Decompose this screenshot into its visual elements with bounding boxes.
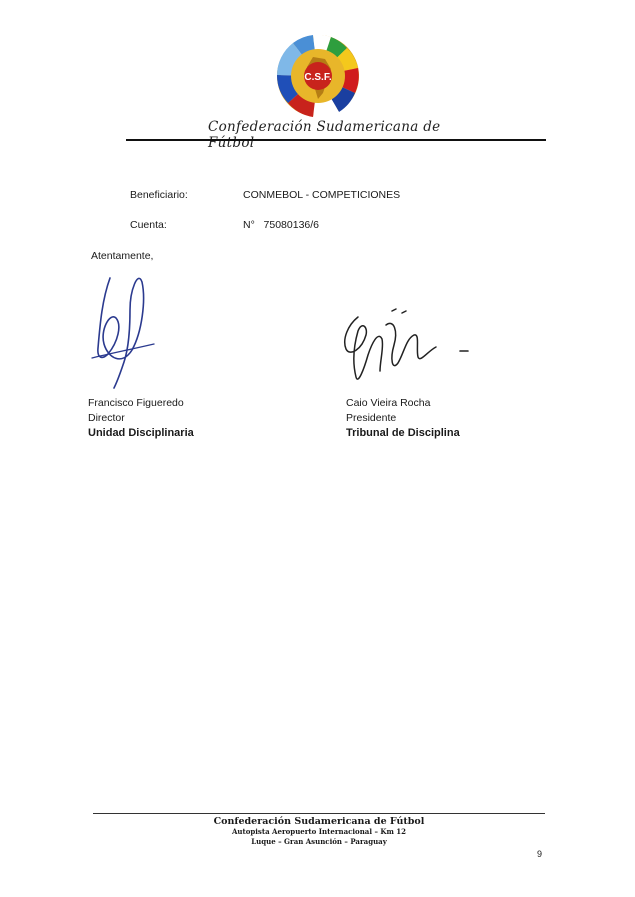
signer-name: Francisco Figueredo bbox=[88, 397, 184, 409]
signer-role: Director bbox=[88, 412, 125, 424]
closing-salutation: Atentamente, bbox=[91, 250, 154, 262]
signer-name: Caio Vieira Rocha bbox=[346, 397, 431, 409]
signer-role: Presidente bbox=[346, 412, 397, 424]
page-number: 9 bbox=[537, 849, 543, 859]
signature-figueredo bbox=[88, 270, 158, 390]
header-org-name: Confederación Sudamericana de Fútbol bbox=[208, 119, 441, 151]
csf-logo bbox=[273, 33, 363, 119]
footer-rule bbox=[93, 813, 545, 814]
signer-block-figueredo bbox=[88, 396, 194, 441]
account-label: Cuenta: bbox=[130, 219, 167, 231]
signer-unit: Unidad Disciplinaria bbox=[88, 427, 194, 439]
footer-address-line-1: Autopista Aeropuerto Internacional – Km 12 bbox=[231, 827, 407, 836]
signature-vieira-rocha bbox=[336, 305, 470, 390]
header-rule bbox=[126, 139, 546, 141]
signer-block-vieira-rocha bbox=[346, 396, 460, 441]
beneficiary-label: Beneficiario: bbox=[130, 189, 188, 201]
signer-unit: Tribunal de Disciplina bbox=[346, 427, 460, 439]
beneficiary-value: CONMEBOL - COMPETICIONES bbox=[243, 189, 401, 201]
account-value: N° 75080136/6 bbox=[243, 219, 320, 231]
footer bbox=[93, 816, 545, 847]
logo-text: C.S.F. bbox=[304, 72, 332, 83]
footer-address-line-2: Luque – Gran Asunción – Paraguay bbox=[251, 837, 387, 846]
footer-org-name: Confederación Sudamericana de Fútbol bbox=[213, 816, 425, 827]
